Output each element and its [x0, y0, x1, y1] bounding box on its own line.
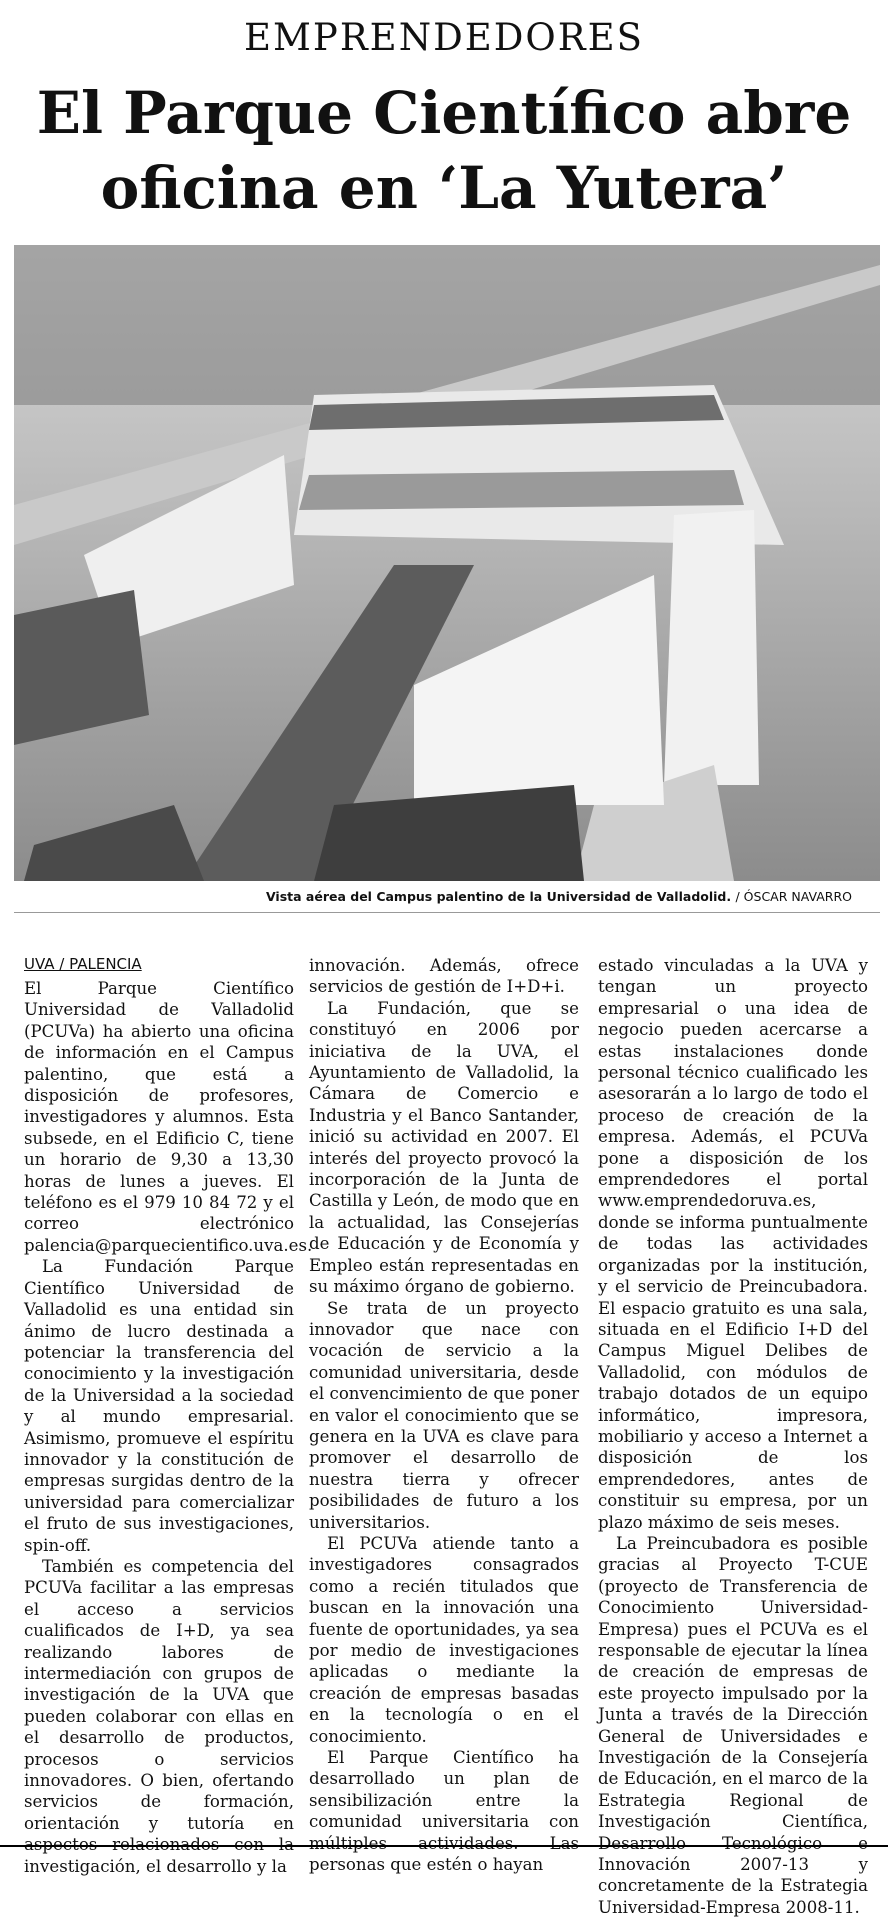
paragraph: El Parque Científico ha desarrollado un plan de sensibilización entre la comunidad universitaria con múltiples actividades. Las personas que estén o hayan — [309, 1748, 579, 1875]
headline-line-2: oficina en ‘La Yutera’ — [100, 154, 788, 222]
caption-text: Vista aérea del Campus palentino de la Universidad de Valladolid. — [265, 889, 732, 904]
paragraph: La Fundación Parque Científico Universidad de Valladolid es una entidad sin ánimo de lucro destinada a potenciar la transferencia del conocimiento y la investigación de la Universidad a la sociedad y al mundo empresarial. Asimismo, promueve el espíritu innovador y la constitución de empresas surgidas dentro de la universidad para comercializar el fruto de sus investigaciones, spin-off. — [24, 1257, 294, 1555]
headline — [0, 76, 888, 226]
section-heading: EMPRENDEDORES — [244, 16, 644, 59]
aerial-campus-photo — [14, 245, 880, 881]
paragraph: El Parque Científico Universidad de Valladolid (PCUVa) ha abierto una oficina de información en el Campus palentino, que está a disposición de profesores, investigadores y alumnos. Esta subsede, en el Edificio C, tiene un horario de 9,30 a 13,30 horas de lunes a jueves. El teléfono es el 979 10 84 72 y el correo electrónico palencia@parquecientifico.uva.es. — [24, 979, 313, 1255]
photo-caption — [0, 889, 852, 904]
article-column-2 — [309, 955, 579, 1875]
paragraph: innovación. Además, ofrece servicios de gestión de I+D+i. — [309, 956, 579, 997]
aerial-photo-illustration — [14, 245, 880, 881]
headline-line-1: El Parque Científico abre — [36, 79, 852, 147]
paragraph: También es competencia del PCUVa facilitar a las empresas el acceso a servicios cualificados de I+D, ya sea realizando labores de intermediación con grupos de investigación de la UVA que pueden colaborar con ellas en el desarrollo de productos, procesos o servicios innovadores. O bien, ofertando servicios de formación, orientación y tutoría en aspectos relacionados con la investigación, el desarrollo y la — [24, 1556, 294, 1876]
paragraph: El PCUVa atiende tanto a investigadores consagrados como a recién titulados que buscan en la innovación una fuente de oportunidades, ya sea por medio de investigaciones aplicadas o mediante la creación de empresas basadas en la tecnología o en el conocimiento. — [309, 1533, 579, 1746]
paragraph: La Preincubadora es posible gracias al Proyecto T-CUE (proyecto de Transferencia de Conocimiento Universidad-Empresa) pues el PCUVa es el responsable de ejecutar la línea de creación de empresas de este proyecto impulsado por la Junta a través de la Dirección General de Universidades e Investigación de la Consejería de Educación, en el marco de la Estrategia Regional de Investigación Científica, Desarrollo Tecnológico e Innovación 2007-13 y concretamente de la Estrategia Universidad-Empresa 2008-11. — [598, 1533, 868, 1917]
caption-divider — [14, 912, 880, 913]
photo-credit: / ÓSCAR NAVARRO — [735, 889, 852, 904]
paragraph: estado vinculadas a la UVA y tengan un proyecto empresarial o una idea de negocio pueden acercarse a estas instalaciones donde personal técnico cualificado les asesorarán a lo largo de todo el proceso de creación de la empresa. Además, el PCUVa pone a disposición de los emprendedores el portal www.emprendedoruva.es, donde se informa puntualmente de todas las actividades organizadas por la institución, y el servicio de Preincubadora. El espacio gratuito es una sala, situada en el Edificio I+D del Campus Miguel Delibes de Valladolid, con módulos de trabajo dotados de un equipo informático, impresora, mobiliario y acceso a Internet a disposición de los emprendedores, antes de constituir su empresa, por un plazo máximo de seis meses. — [598, 956, 868, 1532]
paragraph: La Fundación, que se constituyó en 2006 por iniciativa de la UVA, el Ayuntamiento de Valladolid, la Cámara de Comercio e Industria y el Banco Santander, inició su actividad en 2007. El interés del proyecto provocó la incorporación de la Junta de Castilla y León, de modo que en la actualidad, las Consejerías de Educación y de Economía y Empleo están representadas en su máximo órgano de gobierno. — [309, 998, 579, 1297]
article-kicker: UVA / PALENCIA — [24, 955, 142, 973]
article-column-1 — [24, 978, 313, 1877]
article-column-3 — [598, 955, 868, 1918]
paragraph: Se trata de un proyecto innovador que nace con vocación de servicio a la comunidad universitaria, desde el convencimiento de que poner en valor el conocimiento que se genera en la UVA es clave para promover el desarrollo de nuestra tierra y ofrecer posibilidades de futuro a los universitarios. — [309, 1298, 579, 1532]
page-bottom-rule — [0, 1845, 888, 1847]
